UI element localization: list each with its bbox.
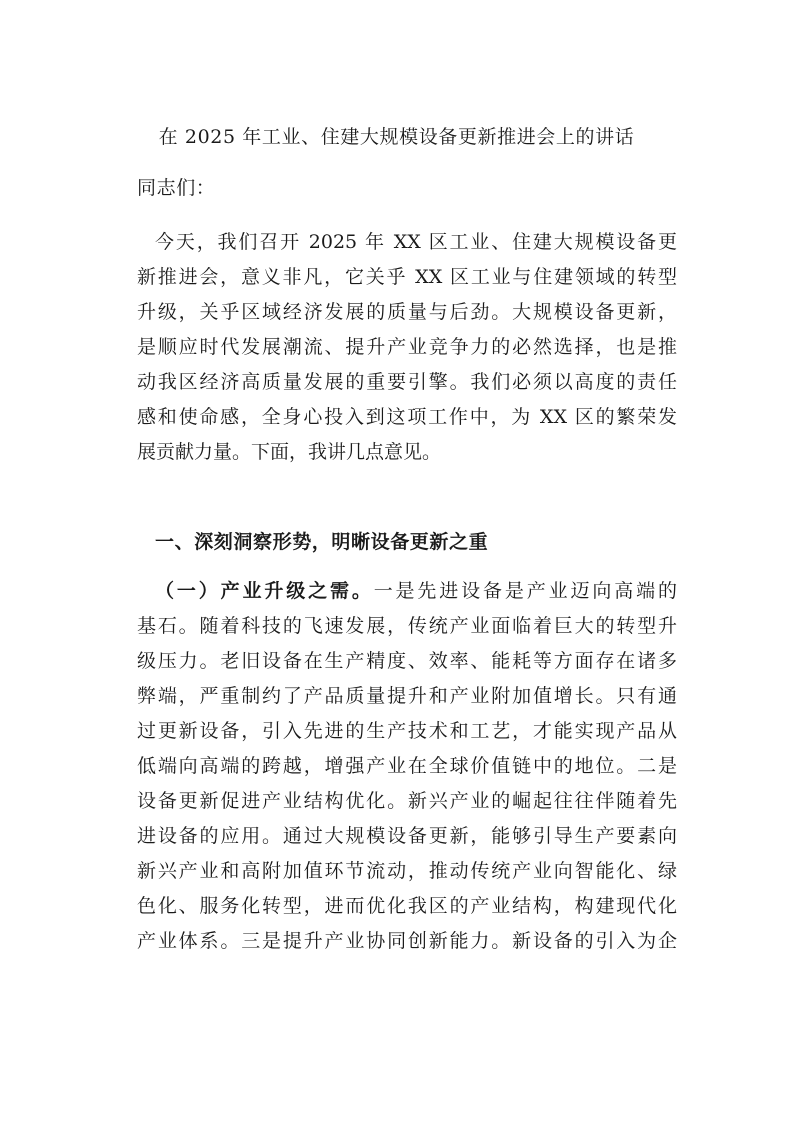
section1-line: 进设备的应用。通过大规模设备更新，能够引导生产要素向 <box>137 825 677 847</box>
intro-paragraph <box>137 225 677 470</box>
salutation: 同志们： <box>137 177 216 199</box>
section1-line: 新兴产业和高附加值环节流动，推动传统产业向智能化、绿 <box>137 860 677 882</box>
section1-line: 基石。随着科技的飞速发展，传统产业面临着巨大的转型升 <box>137 615 677 637</box>
section1-line: 色化、服务化转型，进而优化我区的产业结构，构建现代化 <box>137 895 677 917</box>
section1-paragraph <box>137 574 677 959</box>
intro-line: 动我区经济高质量发展的重要引擎。我们必须以高度的责任 <box>137 371 677 393</box>
intro-line: 升级，关乎区域经济发展的质量与后劲。大规模设备更新， <box>137 301 677 323</box>
intro-line: 感和使命感，全身心投入到这项工作中，为 XX 区的繁荣发 <box>137 406 677 428</box>
intro-line: 是顺应时代发展潮流、提升产业竞争力的必然选择，也是推 <box>137 336 677 358</box>
section1-line: 过更新设备，引入先进的生产技术和工艺，才能实现产品从 <box>137 720 677 742</box>
intro-line: 展贡献力量。下面，我讲几点意见。 <box>137 441 442 463</box>
intro-line: 新推进会，意义非凡，它关乎 XX 区工业与住建领域的转型 <box>137 266 677 288</box>
intro-line: 今天，我们召开 2025 年 XX 区工业、住建大规模设备更 <box>155 231 677 253</box>
section1-first-line-text: 一是先进设备是产业迈向高端的 <box>373 580 677 602</box>
section1-line: 产业体系。三是提升产业协同创新能力。新设备的引入为企 <box>137 930 677 952</box>
section1-line: 级压力。老旧设备在生产精度、效率、能耗等方面存在诸多 <box>137 650 677 672</box>
section1-first-line <box>137 574 677 609</box>
section-heading: 一、深刻洞察形势，明晰设备更新之重 <box>155 531 489 553</box>
document-title: 在 2025 年工业、住建大规模设备更新推进会上的讲话 <box>158 126 635 148</box>
section1-line: 设备更新促进产业结构优化。新兴产业的崛起往往伴随着先 <box>137 790 677 812</box>
section1-line: 低端向高端的跨越，增强产业在全球价值链中的地位。二是 <box>137 755 677 777</box>
section1-line: 弊端，严重制约了产品质量提升和产业附加值增长。只有通 <box>137 685 677 707</box>
subsection-heading: （一）产业升级之需。 <box>155 580 374 602</box>
